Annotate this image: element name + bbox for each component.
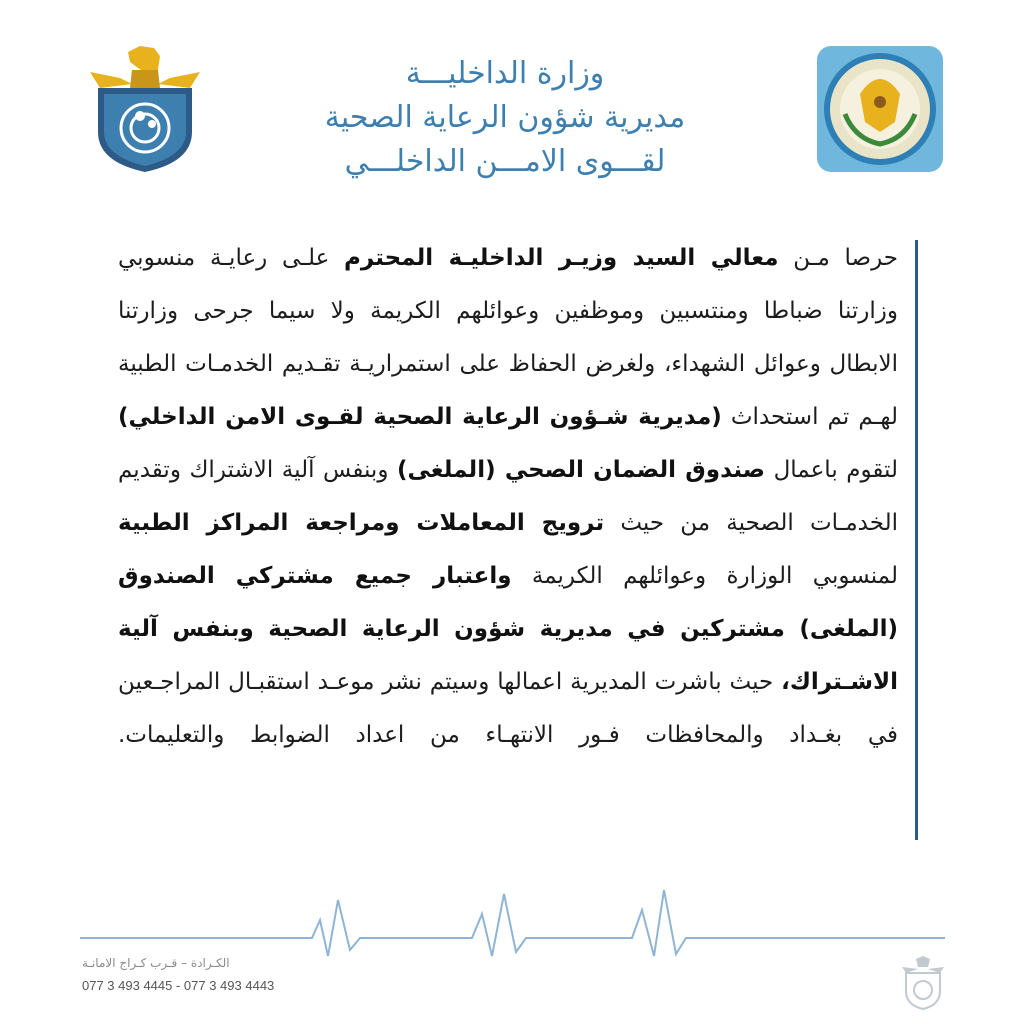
body-text-segment: لمنسوبي الوزارة وعوائلهم الكريمة [511,563,898,589]
security-forces-seal [815,44,945,174]
footer-address: الكـرادة – قـرب كـراج الامانـة [82,956,230,970]
footer-phones: 077 3 493 4445 - 077 3 493 4443 [82,978,275,993]
ministry-name: وزارة الداخليـــة [405,56,605,91]
footer-logo [898,955,948,1010]
body-bold-segment: واعتبار جميع مشتركي الصندوق (الملغى) مشتركين في مديرية شؤون الرعاية الصحية وبنفس آلية الاشـتراك، [118,563,898,695]
body-bold-segment: صندوق الضمان الصحي (الملغى) [396,457,766,483]
body-text-segment: لتقوم باعمال [765,457,898,483]
body-text-segment: حيث باشرت المديرية اعمالها وسيتم نشر موعـد استقبـال المراجـعين في بغـداد والمحافظات فـور الانتهـاء من اعداد الضوابط والتعليمات. [118,669,898,748]
body-bold-segment: ترويج المعاملات ومراجعة المراكز الطبية [118,510,605,536]
directorate-name: مديرية شؤون الرعاية الصحية [324,100,686,135]
health-directorate-logo [80,44,210,174]
announcement-body [118,232,908,762]
body-bold-segment: معالي السيد وزيـر الداخليـة المحترم [344,245,779,271]
ecg-line-decoration [80,880,945,960]
header-title-block [300,52,710,184]
body-text-segment: علـى رعايـة منسوبي وزارتنا ضباطا ومنتسبين وموظفين وعوائلهم الكريمة ولا سيما جرحى وزارتنا الابطال وعوائل الشهداء، ولغرض الحفاظ على استمراريـة تقـديم الخدمـات الطبية لهـم تم استحداث [118,245,898,430]
body-text-segment: حرصا مـن [778,245,898,271]
body-text-segment: وبنفس آلية الاشتراك وتقديم الخدمـات الصحية من حيث [118,457,898,536]
forces-name: لقـــوى الامـــن الداخلـــي [344,144,666,179]
body-bold-segment: (مديرية شـؤون الرعاية الصحية لقـوى الامن الداخلي) [118,404,722,430]
